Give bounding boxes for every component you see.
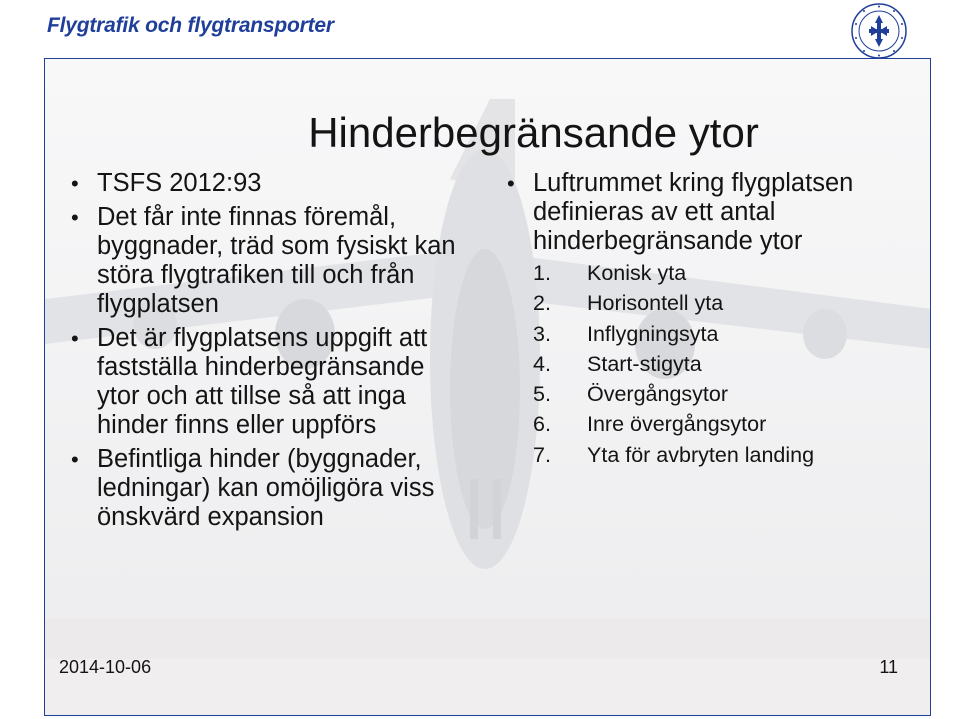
footer-date: 2014-10-06 <box>59 657 152 677</box>
surface-item <box>533 288 917 318</box>
surface-number: 3. <box>533 321 551 346</box>
surface-number: 5. <box>533 382 551 407</box>
surface-item <box>533 440 917 470</box>
bullet-item <box>497 169 917 470</box>
page-number: 11 <box>879 657 898 677</box>
surface-item <box>533 319 917 349</box>
surface-label: Övergångsytor <box>587 382 729 407</box>
surface-item <box>533 258 917 288</box>
slide-frame <box>44 58 931 716</box>
bullet-item: • Det får inte finnas föremål, byggnader, träd som fysiskt kan störa flygtrafiken till och från flygplatsen <box>61 203 471 319</box>
surface-item <box>533 379 917 409</box>
surface-label: Inre övergångsytor <box>587 412 767 437</box>
surface-label: Yta för avbryten landing <box>587 442 815 467</box>
bullet-item: • TSFS 2012:93 <box>61 169 471 198</box>
surface-number: 4. <box>533 351 551 376</box>
surface-label: Start-stigyta <box>587 351 702 376</box>
surface-number: 7. <box>533 442 551 467</box>
bullet-item: • Befintliga hinder (byggnader, ledningar) kan omöjligöra viss önskvärd expansion <box>61 445 471 532</box>
bullet-text: Luftrummet kring flygplatsen definieras av ett antal hinderbegränsande ytor <box>533 169 854 255</box>
surface-label: Konisk yta <box>587 261 687 285</box>
surface-number: 1. <box>533 261 551 285</box>
university-seal-icon <box>850 2 908 60</box>
surface-number: 2. <box>533 291 551 316</box>
surface-number: 6. <box>533 412 551 437</box>
bullet-item: • Det är flygplatsens uppgift att fastställa hinderbegränsande ytor och att tillse så att inga hinder finns eller uppförs <box>61 324 471 440</box>
surface-item <box>533 349 917 379</box>
surfaces-list <box>533 258 917 470</box>
slide-title: Hinderbegränsande ytor <box>308 109 759 157</box>
left-bullet-list <box>61 169 471 537</box>
surface-label: Inflygningsyta <box>587 321 719 346</box>
header-title: Flygtrafik och flygtransporter <box>47 14 334 37</box>
surface-item <box>533 409 917 439</box>
surface-label: Horisontell yta <box>587 291 724 316</box>
right-bullet-list <box>497 169 917 475</box>
